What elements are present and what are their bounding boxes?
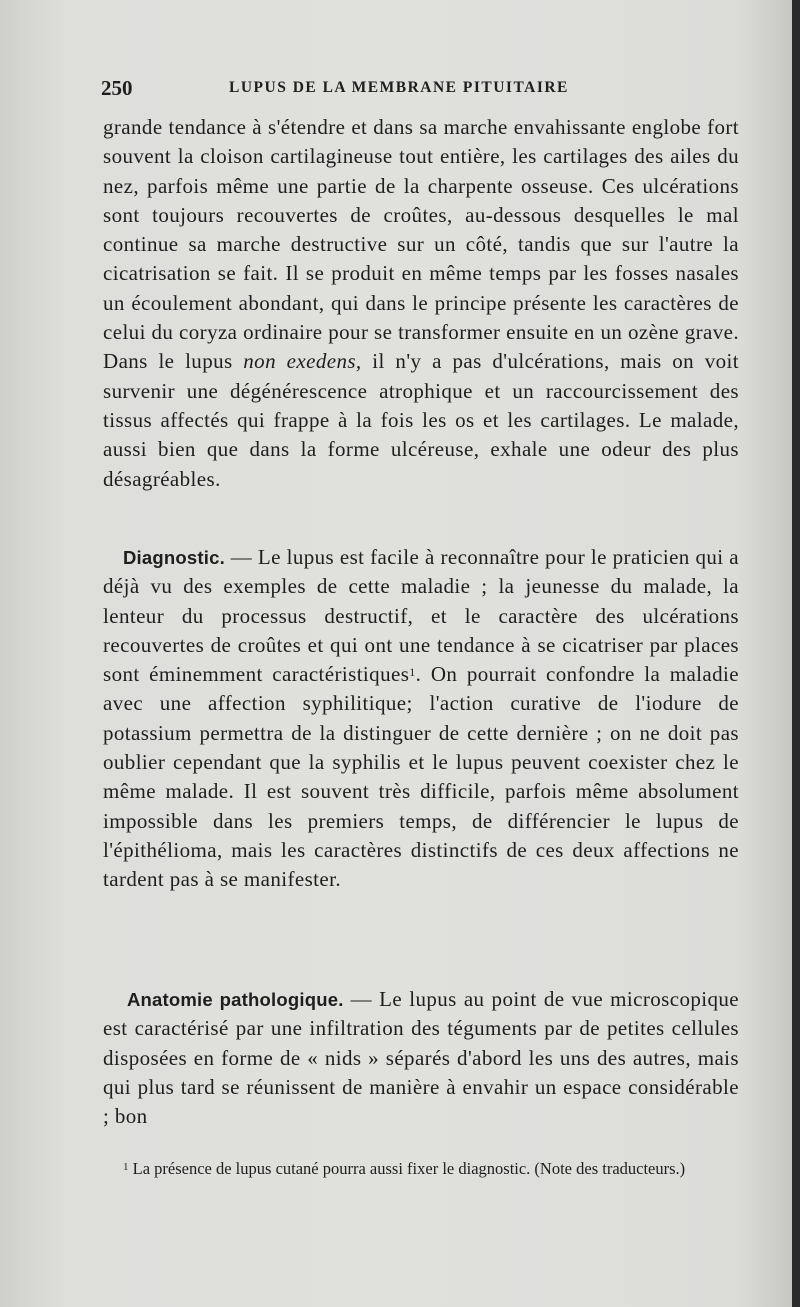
paragraph-text: — Le lupus est facile à reconnaître pour le praticien qui a déjà vu des exemples de cette maladie ; la jeunesse du malade, la lenteur du processus destructif, et le caractère des ulcérations recouvertes de croûtes et qui ont une tendance à se cicatriser par places sont éminemment caractéristiques — [103, 545, 739, 687]
paragraph-text: grande tendance à s'étendre et dans sa marche envahissante englobe fort souvent la cloison cartilagineuse tout entière, les cartilages des ailes du nez, parfois même une partie de la charpente osseuse. Ces ulcérations sont toujours recouvertes de croûtes, au-dessous desquelles le mal continue sa marche destructive sur un côté, tandis que sur l'autre la cicatrisation se fait. Il se produit en même temps par les fosses nasales un écoulement abondant, qui dans le principe présente les caractères de celui du coryza ordinaire pour se transformer ensuite en un ozène grave. Dans le lupus — [103, 115, 739, 374]
anatomy-section — [103, 985, 739, 1131]
footnote-mark: 1 — [123, 1161, 129, 1173]
page-edge-shadow — [792, 0, 800, 1307]
paragraph-text: . On pourrait confondre la maladie avec une affection syphilitique; l'action curative de l'iodure de potassium permettra de la distinguer de cette dernière ; on ne doit pas oublier cependant que la syphilis et le lupus peuvent coexister chez le même malade. Il est souvent très difficile, parfois même absolument impossible dans les premiers temps, de différencier le lupus de l'épithélioma, mais les caractères distinctifs de ces deux affections ne tardent pas à se manifester. — [103, 662, 739, 892]
diagnostic-section — [103, 543, 739, 895]
paragraph-text: — Le lupus au point de vue microscopique est caractérisé par une infiltration des téguments par de petites cellules disposées en forme de « nids » séparés d'abord les uns des autres, mais qui plus tard se réunissent de manière à envahir un espace considérable ; bon — [103, 987, 739, 1129]
running-head: LUPUS DE LA MEMBRANE PITUITAIRE — [229, 79, 569, 96]
paragraph-continuation — [103, 113, 739, 494]
footnote-text: La présence de lupus cutané pourra aussi fixer le diagnostic. (Note des traducteurs.) — [132, 1159, 686, 1178]
section-heading-diagnostic: Diagnostic. — [123, 547, 225, 568]
footnote — [103, 1158, 739, 1180]
section-heading-anatomy: Anatomie pathologique. — [127, 989, 344, 1010]
footnote-reference: 1 — [409, 665, 416, 680]
page-header — [101, 76, 711, 100]
italic-term: non exedens, — [243, 349, 362, 374]
paragraph-text: il n'y a pas d'ulcérations, mais on voit survenir une dégénérescence atrophique et un raccourcissement des tissus affectés qui frappe à la fois les os et les cartilages. Le malade, aussi bien que dans la forme ulcéreuse, exhale une odeur des plus désagréables. — [103, 349, 739, 491]
page-number: 250 — [101, 76, 133, 100]
